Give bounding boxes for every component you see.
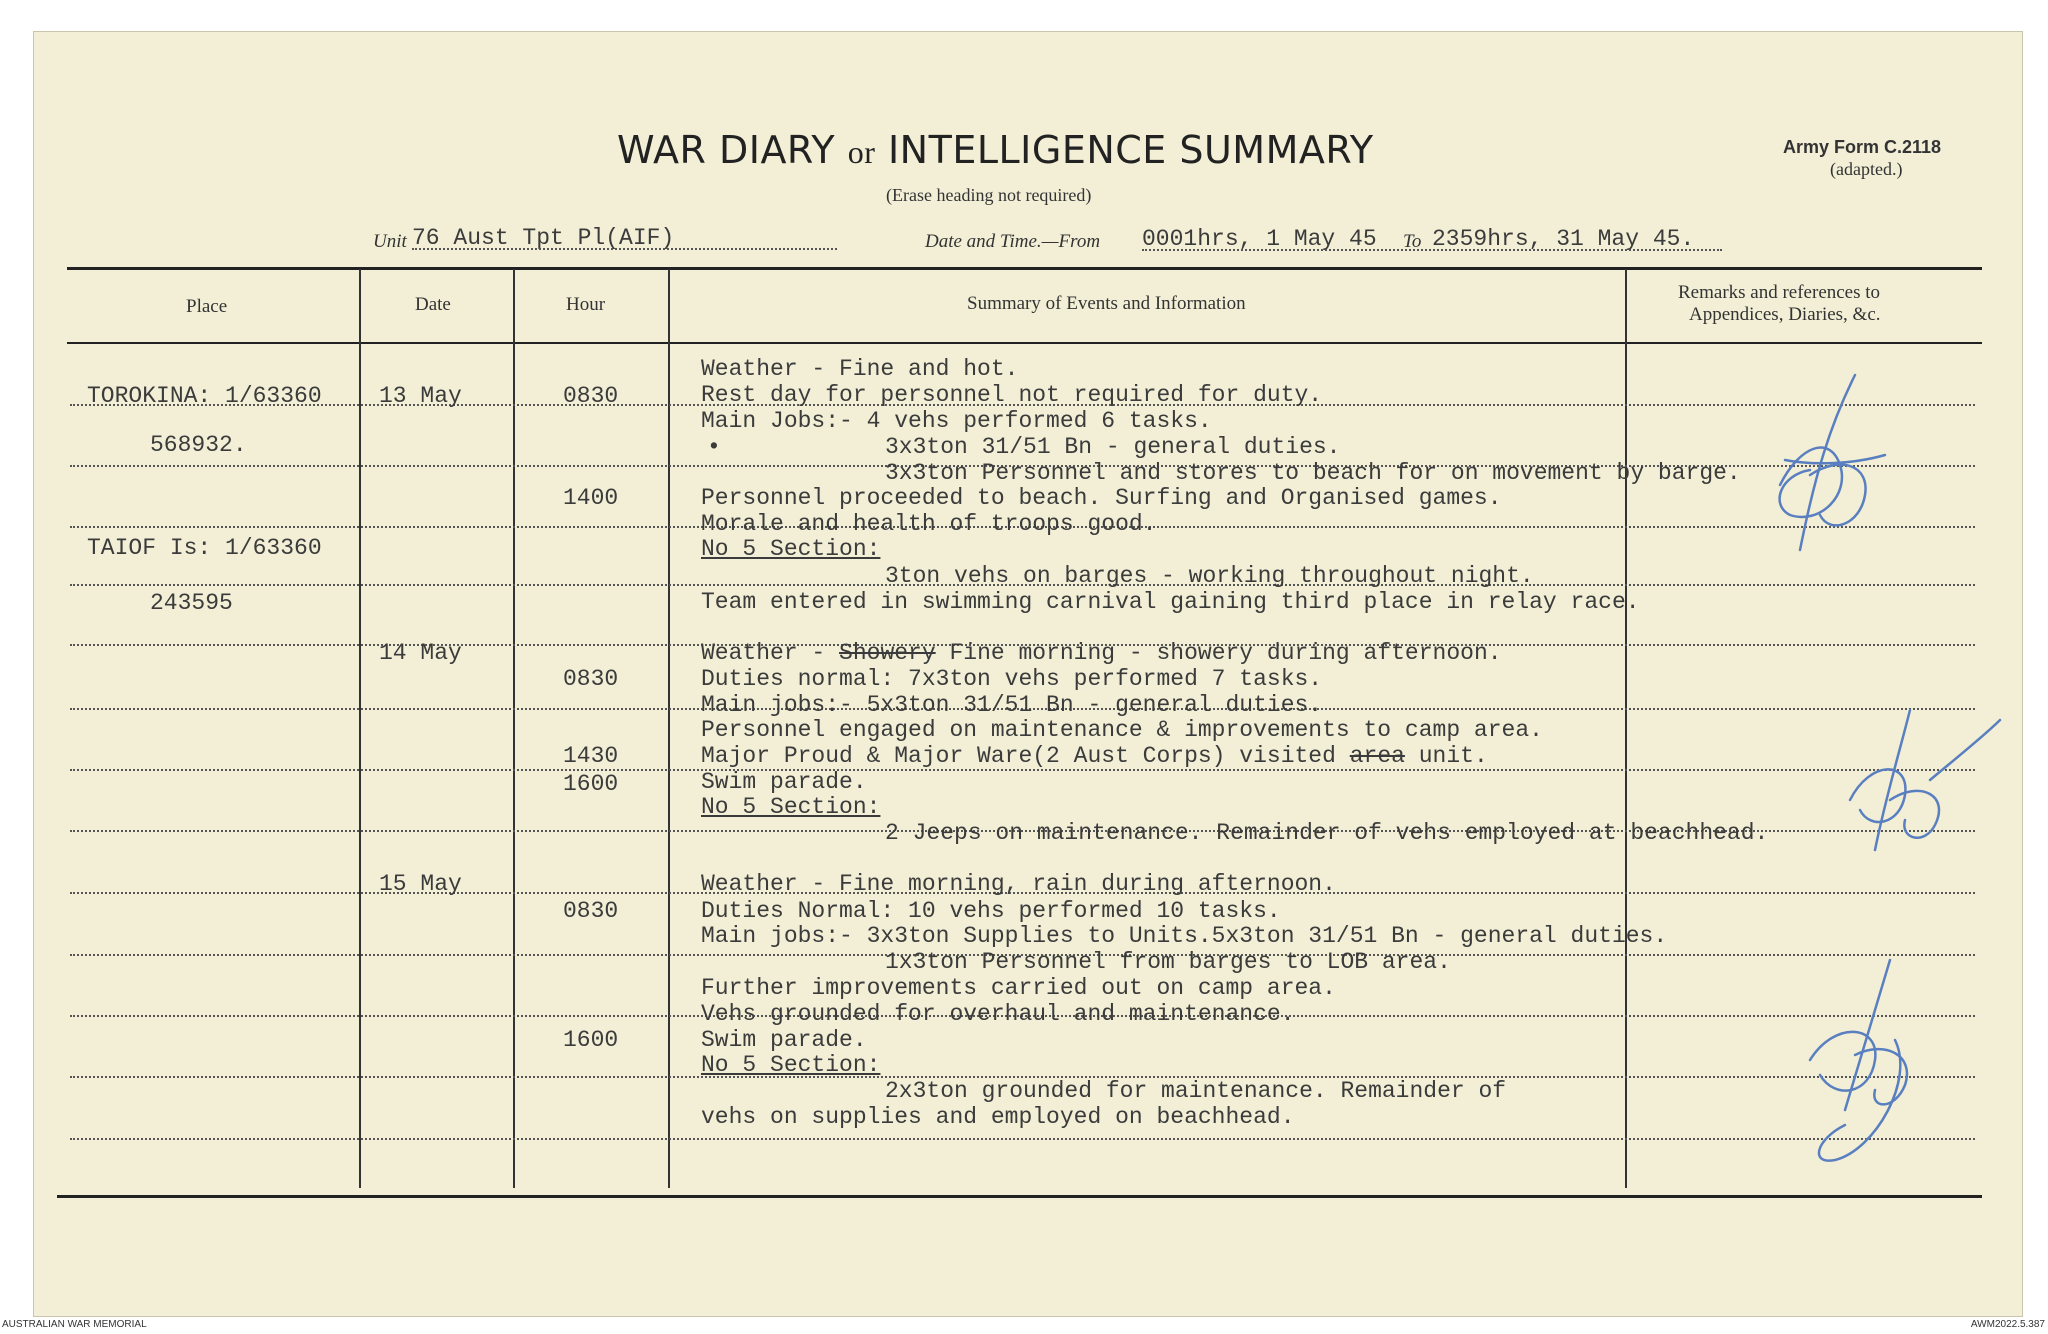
table-header-rule [67,342,1982,344]
summary-line: Swim parade. [701,1027,867,1053]
summary-line: Main jobs:- 3x3ton Supplies to Units.5x3ton 31/51 Bn - general duties. [701,923,1668,949]
column-header-hour: Hour [566,294,606,315]
summary-line: Duties normal: 7x3ton vehs performed 7 tasks. [701,666,1323,692]
hour-entry: 1430 [563,743,619,769]
column-divider-4 [1625,269,1627,1188]
army-form-label: Army Form C.2118 [1783,137,1942,157]
ruled-line [70,769,1975,771]
date-from: 0001hrs, 1 May 45 [1142,226,1377,252]
table-bottom-rule [57,1195,1982,1198]
summary-line: Team entered in swimming carnival gaining third place in relay race. [701,589,1640,615]
date-15-may: 15 May [379,871,462,897]
summary-text: Weather - [701,640,840,666]
summary-line: Personnel engaged on maintenance & improvements to camp area. [701,717,1543,743]
column-header-remarks-line2: Appendices, Diaries, &c. [1689,304,1881,325]
summary-line: 2 Jeeps on maintenance. Remainder of vehs employed at beachhead. [885,820,1769,846]
summary-line: Main Jobs:- 4 vehs performed 6 tasks. [701,408,1212,434]
summary-line: 3ton vehs on barges - working throughout night. [885,563,1534,589]
summary-line: Personnel proceeded to beach. Surfing and Organised games. [701,485,1502,511]
summary-line: Rest day for personnel not required for duty. [701,382,1323,408]
page-title [617,128,1374,172]
date-dotted-line [1142,249,1722,251]
summary-line: Vehs grounded for overhaul and maintenance. [701,1001,1295,1027]
summary-line: vehs on supplies and employed on beachhead. [701,1104,1295,1130]
subtitle: (Erase heading not required) [886,185,1092,205]
place-taiof: TAIOF Is: 1/63360 [87,535,322,561]
summary-text: unit. [1404,743,1488,769]
column-header-place: Place [186,296,228,317]
handwritten-signature [1795,950,1935,1170]
title-or: or [847,134,876,170]
summary-line: 1x3ton Personnel from barges to LOB area. [885,949,1451,975]
summary-line: 3x3ton Personnel and stores to beach for on movement by barge. [885,460,1741,486]
column-header-date: Date [415,294,451,315]
table-top-rule [67,267,1982,270]
date-14-may: 14 May [379,640,462,666]
footer-source: AUSTRALIAN WAR MEMORIAL [2,1319,147,1330]
struck-word: area [1349,743,1405,769]
title-intelligence-summary: INTELLIGENCE SUMMARY [887,128,1374,172]
struck-word: Showery [839,640,936,666]
summary-text: Fine morning - showery during afternoon. [935,640,1502,666]
summary-line: Duties Normal: 10 vehs performed 10 tasks. [701,898,1281,924]
unit-value: 76 Aust Tpt Pl(AIF) [412,225,675,251]
ruled-line [70,1138,1975,1140]
column-header-remarks-line1: Remarks and references to [1678,282,1881,303]
footer-reference: AWM2022.5.387 [1970,1319,2045,1330]
place-torokina: TOROKINA: 1/63360 [87,383,322,409]
summary-section-heading: No 5 Section: [701,536,881,562]
date-to-label: To [1403,231,1422,252]
date-to: 2359hrs, 31 May 45. [1432,226,1695,252]
date-13-may: 13 May [379,383,462,409]
place-torokina-ref: 568932. [150,432,247,458]
column-divider-1 [359,269,361,1188]
summary-line: 3x3ton 31/51 Bn - general duties. [885,434,1341,460]
hour-entry: 1600 [563,1027,619,1053]
hour-entry: 1600 [563,771,619,797]
summary-line: 2x3ton grounded for maintenance. Remainder of [885,1078,1507,1104]
date-label: Date and Time.—From [925,231,1101,252]
hour-entry: 1400 [563,485,619,511]
summary-line: Weather - Fine morning, rain during afternoon. [701,871,1336,897]
summary-section-heading: No 5 Section: [701,1052,881,1078]
unit-dotted-line [412,248,837,250]
summary-line: Main jobs:- 5x3ton 31/51 Bn - general duties. [701,692,1323,718]
hour-entry: 0830 [563,383,619,409]
hour-entry: 0830 [563,666,619,692]
handwritten-signature [1760,365,1910,575]
summary-text: Major Proud & Major Ware(2 Aust Corps) visited [701,743,1350,769]
summary-line: Further improvements carried out on camp area. [701,975,1336,1001]
handwritten-signature [1830,700,2010,870]
place-taiof-ref: 243595 [150,590,233,616]
hour-entry: 0830 [563,898,619,924]
column-divider-3 [668,269,670,1188]
summary-line: Morale and health of troops good. [701,511,1157,537]
column-divider-2 [513,269,515,1188]
army-form-note: (adapted.) [1830,159,1903,179]
column-header-summary: Summary of Events and Information [967,293,1246,314]
summary-line: Swim parade. [701,769,867,795]
unit-label: Unit [373,231,407,252]
summary-section-heading: No 5 Section: [701,794,881,820]
title-war-diary: WAR DIARY [617,128,836,172]
summary-bullet: • [707,434,721,460]
summary-line: Weather - Fine and hot. [701,356,1019,382]
summary-line [701,743,1488,769]
summary-line [701,640,1502,666]
